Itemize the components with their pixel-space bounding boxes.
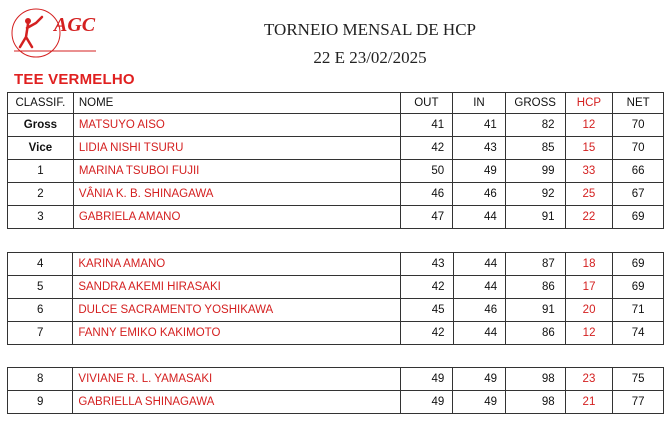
name-cell: VÂNIA K. B. SHINAGAWA xyxy=(73,183,400,206)
out-cell: 45 xyxy=(400,299,453,322)
col-name-header: NOME xyxy=(73,93,400,114)
name-cell: GABRIELLA SHINAGAWA xyxy=(73,391,400,414)
net-cell: 69 xyxy=(613,206,664,229)
table-row xyxy=(8,253,664,276)
table-row xyxy=(8,206,664,229)
table-row xyxy=(8,137,664,160)
net-cell: 70 xyxy=(613,137,664,160)
classif-cell: 4 xyxy=(8,253,73,276)
in-cell: 44 xyxy=(453,206,506,229)
col-net-header: NET xyxy=(613,93,664,114)
net-cell: 69 xyxy=(613,276,664,299)
in-cell: 46 xyxy=(453,299,506,322)
name-cell: VIVIANE R. L. YAMASAKI xyxy=(73,368,400,391)
net-cell: 70 xyxy=(613,114,664,137)
hcp-cell: 22 xyxy=(565,206,613,229)
gross-cell: 98 xyxy=(505,391,565,414)
hcp-cell: 20 xyxy=(565,299,613,322)
classif-cell: 3 xyxy=(8,206,74,229)
hcp-cell: 18 xyxy=(565,253,613,276)
name-cell: MARINA TSUBOI FUJII xyxy=(73,160,400,183)
gross-cell: 91 xyxy=(505,206,565,229)
name-cell: SANDRA AKEMI HIRASAKI xyxy=(73,276,401,299)
table-row xyxy=(8,322,664,345)
out-cell: 49 xyxy=(400,368,453,391)
page-title: TORNEIO MENSAL DE HCP xyxy=(263,20,477,39)
classif-cell: 1 xyxy=(8,160,74,183)
name-cell: LIDIA NISHI TSURU xyxy=(73,137,400,160)
name-cell: KARINA AMANO xyxy=(73,253,401,276)
hcp-cell: 15 xyxy=(565,137,613,160)
out-cell: 49 xyxy=(400,391,453,414)
table-row xyxy=(8,391,664,414)
gross-cell: 82 xyxy=(505,114,565,137)
col-hcp-header: HCP xyxy=(565,93,613,114)
in-cell: 49 xyxy=(453,391,506,414)
gross-cell: 91 xyxy=(506,299,566,322)
tee-label: TEE VERMELHO xyxy=(14,71,135,88)
header-row xyxy=(8,93,664,114)
in-cell: 43 xyxy=(453,137,506,160)
hcp-cell: 12 xyxy=(565,114,613,137)
classif-cell: 2 xyxy=(8,183,74,206)
name-cell: FANNY EMIKO KAKIMOTO xyxy=(73,322,401,345)
net-cell: 74 xyxy=(613,322,664,345)
in-cell: 49 xyxy=(453,368,506,391)
results-table-group-1 xyxy=(7,92,664,229)
in-cell: 44 xyxy=(453,253,506,276)
classif-cell: 8 xyxy=(8,368,73,391)
out-cell: 43 xyxy=(400,253,453,276)
name-cell: DULCE SACRAMENTO YOSHIKAWA xyxy=(73,299,401,322)
hcp-cell: 17 xyxy=(565,276,613,299)
gross-cell: 86 xyxy=(506,322,566,345)
classif-cell: 7 xyxy=(8,322,73,345)
net-cell: 77 xyxy=(613,391,664,414)
table-row xyxy=(8,368,664,391)
logo-text: AGC xyxy=(54,14,96,36)
out-cell: 42 xyxy=(400,137,453,160)
out-cell: 42 xyxy=(400,276,453,299)
in-cell: 44 xyxy=(453,276,506,299)
net-cell: 67 xyxy=(613,183,664,206)
table-row xyxy=(8,114,664,137)
gross-cell: 99 xyxy=(505,160,565,183)
name-cell: MATSUYO AISO xyxy=(73,114,400,137)
col-out-header: OUT xyxy=(400,93,453,114)
net-cell: 75 xyxy=(613,368,664,391)
classif-cell: Gross xyxy=(8,114,74,137)
out-cell: 46 xyxy=(400,183,453,206)
net-cell: 69 xyxy=(613,253,664,276)
gross-cell: 86 xyxy=(506,276,566,299)
out-cell: 41 xyxy=(400,114,453,137)
out-cell: 50 xyxy=(400,160,453,183)
gross-cell: 85 xyxy=(505,137,565,160)
in-cell: 46 xyxy=(453,183,506,206)
hcp-cell: 25 xyxy=(565,183,613,206)
event-date: 22 E 23/02/2025 xyxy=(313,48,427,67)
out-cell: 42 xyxy=(400,322,453,345)
results-table-group-2 xyxy=(7,252,664,345)
table-row xyxy=(8,299,664,322)
net-cell: 66 xyxy=(613,160,664,183)
gross-cell: 87 xyxy=(506,253,566,276)
classif-cell: 6 xyxy=(8,299,73,322)
table-row xyxy=(8,183,664,206)
classif-cell: Vice xyxy=(8,137,74,160)
hcp-cell: 12 xyxy=(565,322,613,345)
hcp-cell: 21 xyxy=(565,391,613,414)
table-row xyxy=(8,276,664,299)
classif-cell: 5 xyxy=(8,276,73,299)
out-cell: 47 xyxy=(400,206,453,229)
classif-cell: 9 xyxy=(8,391,73,414)
in-cell: 44 xyxy=(453,322,506,345)
hcp-cell: 33 xyxy=(565,160,613,183)
club-logo xyxy=(6,3,102,69)
net-cell: 71 xyxy=(613,299,664,322)
in-cell: 41 xyxy=(453,114,506,137)
table-row xyxy=(8,160,664,183)
results-table-group-3 xyxy=(7,367,664,414)
col-classif-header: CLASSIF. xyxy=(8,93,74,114)
name-cell: GABRIELA AMANO xyxy=(73,206,400,229)
gross-cell: 98 xyxy=(505,368,565,391)
hcp-cell: 23 xyxy=(565,368,613,391)
col-in-header: IN xyxy=(453,93,506,114)
col-gross-header: GROSS xyxy=(505,93,565,114)
gross-cell: 92 xyxy=(505,183,565,206)
in-cell: 49 xyxy=(453,160,506,183)
